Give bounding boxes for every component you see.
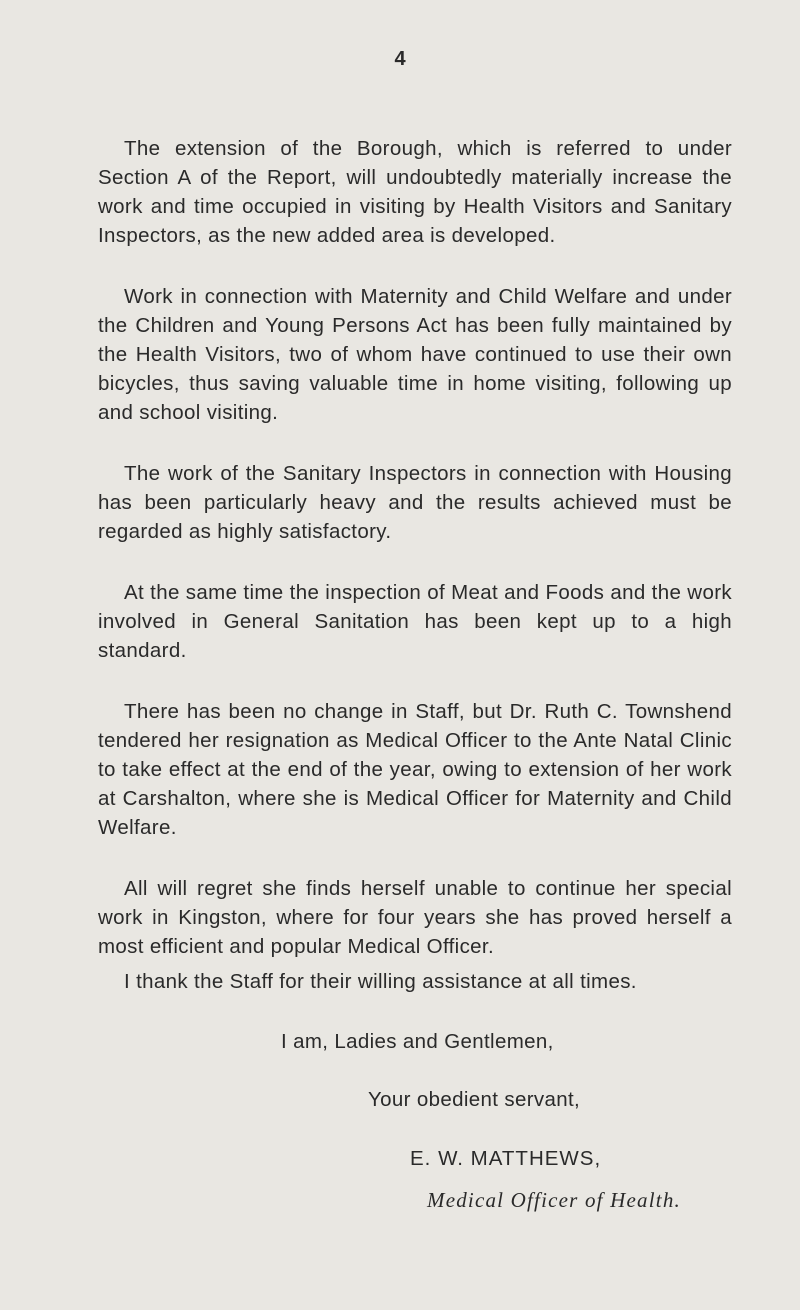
signatory-title: Medical Officer of Health. bbox=[427, 1188, 681, 1212]
paragraph-sanitary-inspectors: The work of the Sanitary Inspectors in connection with Housing has been particularly heavy and the results achieved must be regarded as highly satisfactory. bbox=[98, 462, 732, 543]
paragraph-borough-extension: The extension of the Borough, which is referred to under Section A of the Report, will undoubtedly materially increase the work and time occupied in visiting by Health Visitors and Sanitary Inspectors, as the new added area is developed. bbox=[98, 137, 732, 247]
thanks-line: I thank the Staff for their willing assistance at all times. bbox=[124, 970, 637, 993]
paragraph-staff-change: There has been no change in Staff, but Dr. Ruth C. Townshend tendered her resignation as Medical Officer to the Ante Natal Clinic to take effect at the end of the year, owing to extension of her work at Carshalton, where she is Medical Officer for Maternity and Child Welfare. bbox=[98, 700, 732, 839]
page-number: 4 bbox=[394, 48, 406, 70]
paragraph-regret: All will regret she finds herself unable to continue her special work in Kingston, where for four years she has proved herself a most efficient and popular Medical Officer. bbox=[98, 877, 732, 958]
paragraph-maternity-child-welfare: Work in connection with Maternity and Child Welfare and under the Children and Young Persons Act has been fully maintained by the Health Visitors, two of whom have continued to use their own bicycles, thus saving valuable time in home visiting, following up and school visiting. bbox=[98, 285, 732, 424]
salutation-line: Your obedient servant, bbox=[368, 1088, 581, 1111]
letter-body bbox=[98, 134, 732, 993]
closing-line: I am, Ladies and Gentlemen, bbox=[281, 1030, 554, 1053]
paragraph-meat-foods-inspection: At the same time the inspection of Meat and Foods and the work involved in General Sanitation has been kept up to a high standard. bbox=[98, 581, 732, 662]
signatory-name: E. W. MATTHEWS, bbox=[410, 1147, 602, 1170]
